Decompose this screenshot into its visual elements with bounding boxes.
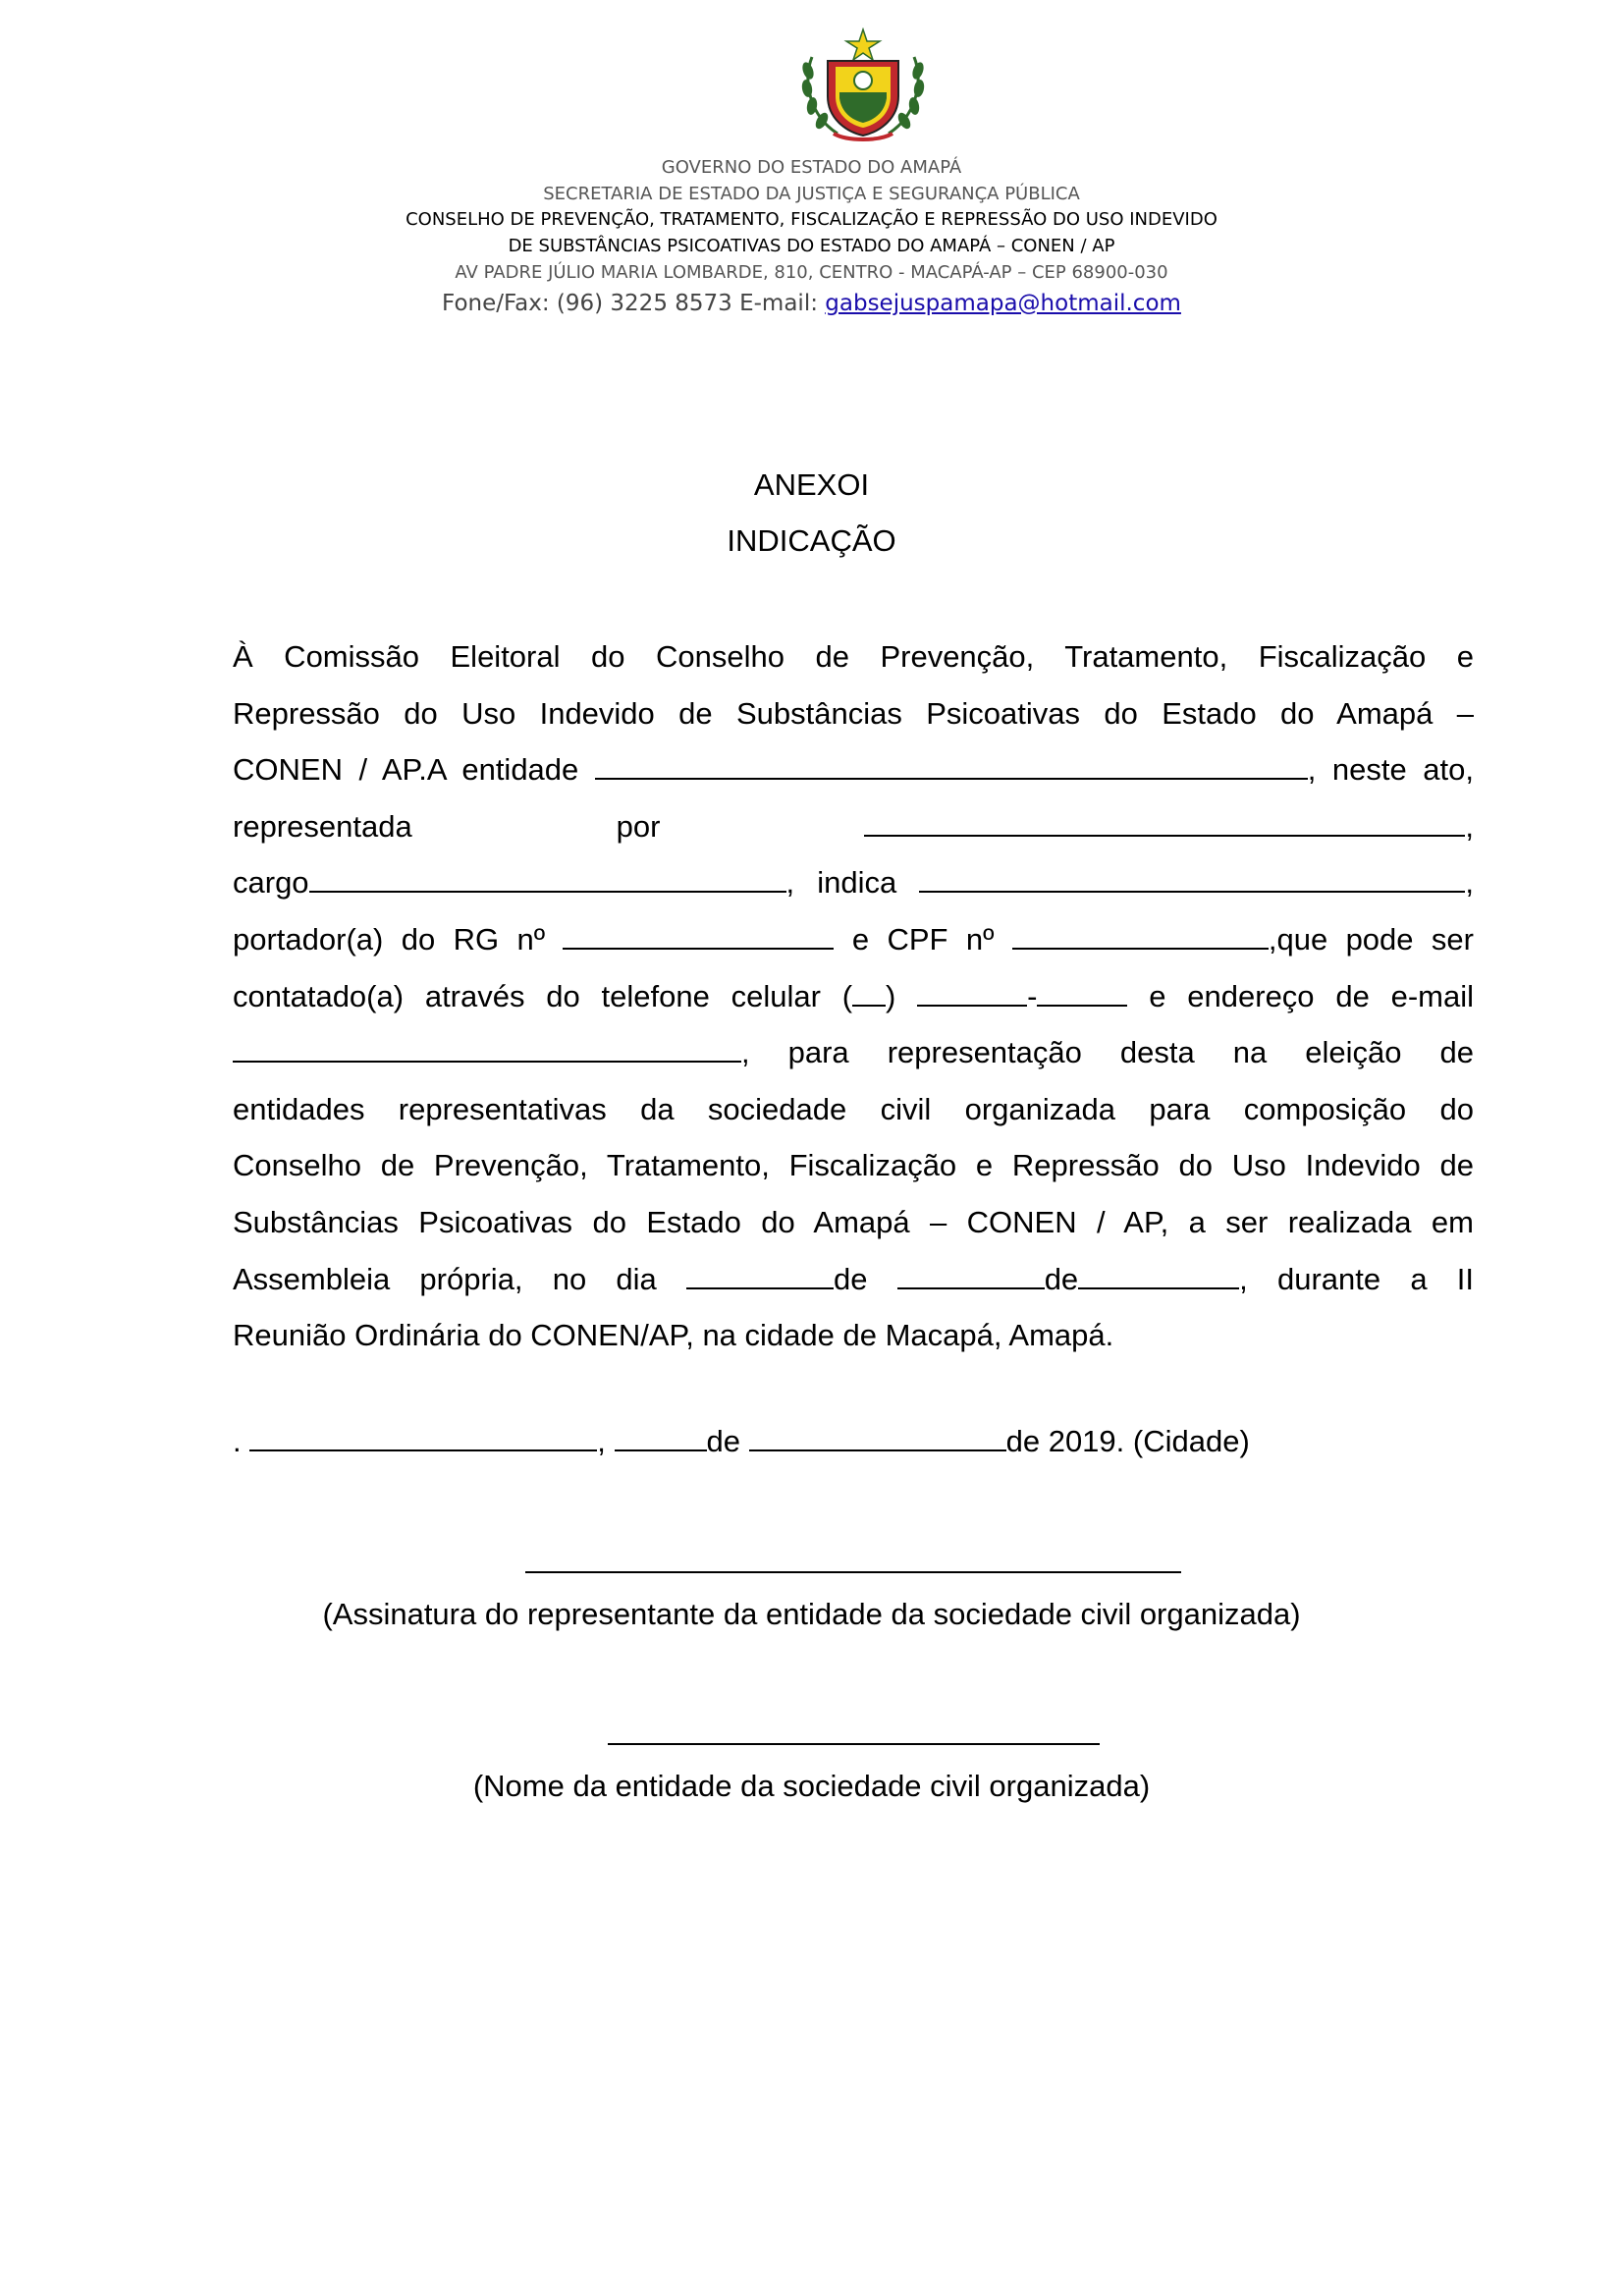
body-line: portador(a) do RG nº e CPF nº ,que pode ser: [233, 921, 1474, 957]
body-line: entidades representativas da sociedade civil organizada para composição do: [233, 1091, 1474, 1126]
body-line: CONEN / AP.A entidade , neste ato,: [233, 752, 1474, 788]
month-field[interactable]: [749, 1424, 1006, 1451]
header-council-line1: CONSELHO DE PREVENÇÃO, TRATAMENTO, FISCALIZAÇÃO E REPRESSÃO DO USO INDEVIDO: [406, 209, 1217, 230]
represented-by-group: ,: [864, 809, 1474, 844]
rg-number-field[interactable]: [563, 922, 834, 950]
header-council-line2: DE SUBSTÂNCIAS PSICOATIVAS DO ESTADO DO AMAPÁ – CONEN / AP: [508, 236, 1115, 256]
entity-label: CONEN / AP.A entidade: [233, 752, 579, 788]
body-line: Reunião Ordinária do CONEN/AP, na cidade de Macapá, Amapá.: [233, 1318, 1114, 1353]
header-government: GOVERNO DO ESTADO DO AMAPÁ: [661, 157, 962, 178]
phone-number-group: -: [917, 979, 1127, 1013]
date-month-group: de , durante a II: [897, 1262, 1474, 1296]
indicated-group: ,: [919, 865, 1474, 900]
indicated-name-field[interactable]: [919, 865, 1465, 893]
cpf-group: ,que pode ser: [1012, 922, 1474, 957]
place-date-line: . , de de 2019. (Cidade): [233, 1424, 1250, 1458]
body-line: À Comissão Eleitoral do Conselho de Prevenção, Tratamento, Fiscalização e: [233, 639, 1474, 674]
body-line: Conselho de Prevenção, Tratamento, Fiscalização e Repressão do Uso Indevido de: [233, 1148, 1474, 1183]
representative-signature-caption: (Assinatura do representante da entidade da sociedade civil organizada): [322, 1597, 1301, 1631]
assembly-day-field[interactable]: [686, 1262, 834, 1289]
city-field[interactable]: [249, 1424, 597, 1451]
body-line: Substâncias Psicoativas do Estado do Amapá – CONEN / AP, a ser realizada em: [233, 1204, 1474, 1239]
phone-area-code-field[interactable]: [852, 979, 886, 1007]
entity-name-caption: (Nome da entidade da sociedade civil organizada): [472, 1769, 1151, 1803]
representative-signature-line[interactable]: [525, 1571, 1181, 1573]
assembly-month-field[interactable]: [897, 1262, 1045, 1289]
header-secretariat: SECRETARIA DE ESTADO DA JUSTIÇA E SEGURANÇA PÚBLICA: [543, 184, 1080, 204]
assembly-year-field[interactable]: [1078, 1262, 1239, 1289]
phone-prefix-field[interactable]: [917, 979, 1027, 1007]
cpf-number-field[interactable]: [1012, 922, 1269, 950]
cargo-field[interactable]: [309, 865, 786, 893]
header-contact: [0, 291, 1623, 316]
body-line: [233, 854, 1474, 911]
annex-title: ANEXOI: [753, 467, 870, 502]
coat-of-arms-icon: [798, 27, 928, 143]
phone-area-group: contatado(a) através do telefone celular ( ): [233, 978, 896, 1013]
body-line: , para representação desta na eleição de: [233, 1024, 1474, 1081]
representative-name-field[interactable]: [864, 809, 1465, 837]
body-line: Repressão do Uso Indevido de Substâncias Psicoativas do Estado do Amapá –: [233, 695, 1474, 731]
entity-name-line[interactable]: [608, 1743, 1100, 1745]
contact-label: Fone/Fax: (96) 3225 8573 E-mail:: [442, 291, 826, 316]
email-link[interactable]: gabsejuspamapa@hotmail.com: [825, 291, 1181, 316]
phone-suffix-field[interactable]: [1037, 979, 1127, 1007]
body-line: Assembleia própria, no dia de de , durante a II: [233, 1261, 1474, 1296]
cargo-group: cargo , indica: [233, 865, 897, 901]
date-day-group: de: [686, 1262, 867, 1296]
body-line: representada por ,: [233, 808, 1474, 844]
document-subject: INDICAÇÃO: [727, 523, 896, 558]
nomination-body: [233, 629, 1474, 1364]
email-address-field[interactable]: [233, 1035, 741, 1063]
entity-name-field[interactable]: [595, 752, 1308, 780]
header-address: AV PADRE JÚLIO MARIA LOMBARDE, 810, CENTRO - MACAPÁ-AP – CEP 68900-030: [455, 262, 1168, 283]
day-field[interactable]: [615, 1424, 707, 1451]
body-line: contatado(a) através do telefone celular ( ) - e endereço de e-mail: [233, 978, 1474, 1013]
